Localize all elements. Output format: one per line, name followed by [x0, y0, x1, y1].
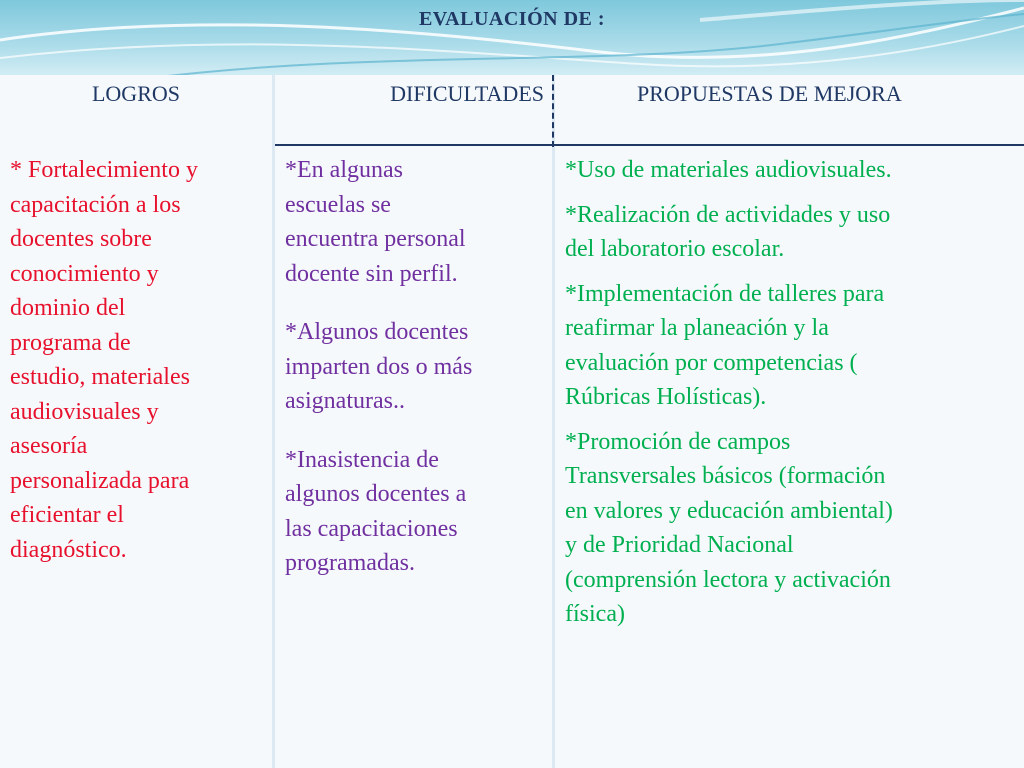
header-propuestas: PROPUESTAS DE MEJORA — [637, 81, 902, 106]
dificultad-line: las capacitaciones — [285, 515, 458, 542]
logros-line: estudio, materiales — [10, 364, 190, 390]
propuesta-line: *Implementación de talleres para — [565, 280, 885, 307]
dificultad-line: algunos docentes a — [285, 481, 467, 507]
page-title: EVALUACIÓN DE : — [418, 8, 606, 30]
propuesta-line: Rúbricas Holísticas). — [565, 384, 767, 410]
dificultad-line: *Algunos docentes — [285, 319, 469, 345]
dificultad-line: asignaturas.. — [285, 388, 405, 414]
logros-line: diagnóstico. — [10, 536, 127, 563]
propuesta-line: *Uso de materiales audiovisuales. — [565, 157, 892, 183]
dificultad-line: escuelas se — [285, 191, 391, 218]
propuesta-line: *Realización de actividades y uso — [565, 201, 891, 228]
dificultad-line: imparten dos o más — [285, 353, 473, 380]
dificultad-line: *Inasistencia de — [285, 446, 439, 473]
logros-line: audiovisuales y — [10, 398, 159, 425]
evaluation-table — [0, 75, 1024, 768]
dificultad-line: *En algunas — [285, 157, 403, 183]
propuesta-line: en valores y educación ambiental) — [565, 497, 893, 524]
propuesta-line: *Promoción de campos — [565, 428, 791, 455]
header-rule — [275, 144, 1024, 146]
logros-line: docentes sobre — [10, 226, 152, 252]
header-dificultades: DIFICULTADES — [390, 81, 544, 106]
logros-line: capacitación a los — [10, 191, 181, 218]
logros-line: dominio del — [10, 295, 126, 321]
logros-line: asesoría — [10, 433, 88, 459]
propuesta-line: física) — [565, 601, 625, 627]
header-logros: LOGROS — [91, 81, 180, 106]
dificultad-line: programadas. — [285, 550, 415, 576]
logros-line: programa de — [10, 329, 131, 356]
dificultades-text — [285, 153, 550, 581]
propuesta-line: del laboratorio escolar. — [565, 236, 785, 262]
dificultad-line: docente sin perfil. — [285, 260, 458, 287]
dificultad-line: encuentra personal — [285, 226, 466, 252]
propuesta-line: reafirmar la planeación y la — [565, 315, 829, 341]
logros-line: * Fortalecimiento y — [10, 157, 198, 183]
propuesta-line: y de Prioridad Nacional — [565, 532, 794, 558]
logros-line: conocimiento y — [10, 260, 159, 287]
logros-line: eficientar el — [10, 502, 124, 528]
propuesta-line: Transversales básicos (formación — [565, 463, 886, 489]
logros-line: personalizada para — [10, 467, 190, 494]
propuesta-line: evaluación por competencias ( — [565, 349, 858, 376]
header-dashed-divider — [552, 75, 554, 147]
propuestas-text — [565, 153, 1020, 632]
propuesta-line: (comprensión lectora y activación — [565, 566, 891, 593]
logros-text — [10, 153, 270, 567]
